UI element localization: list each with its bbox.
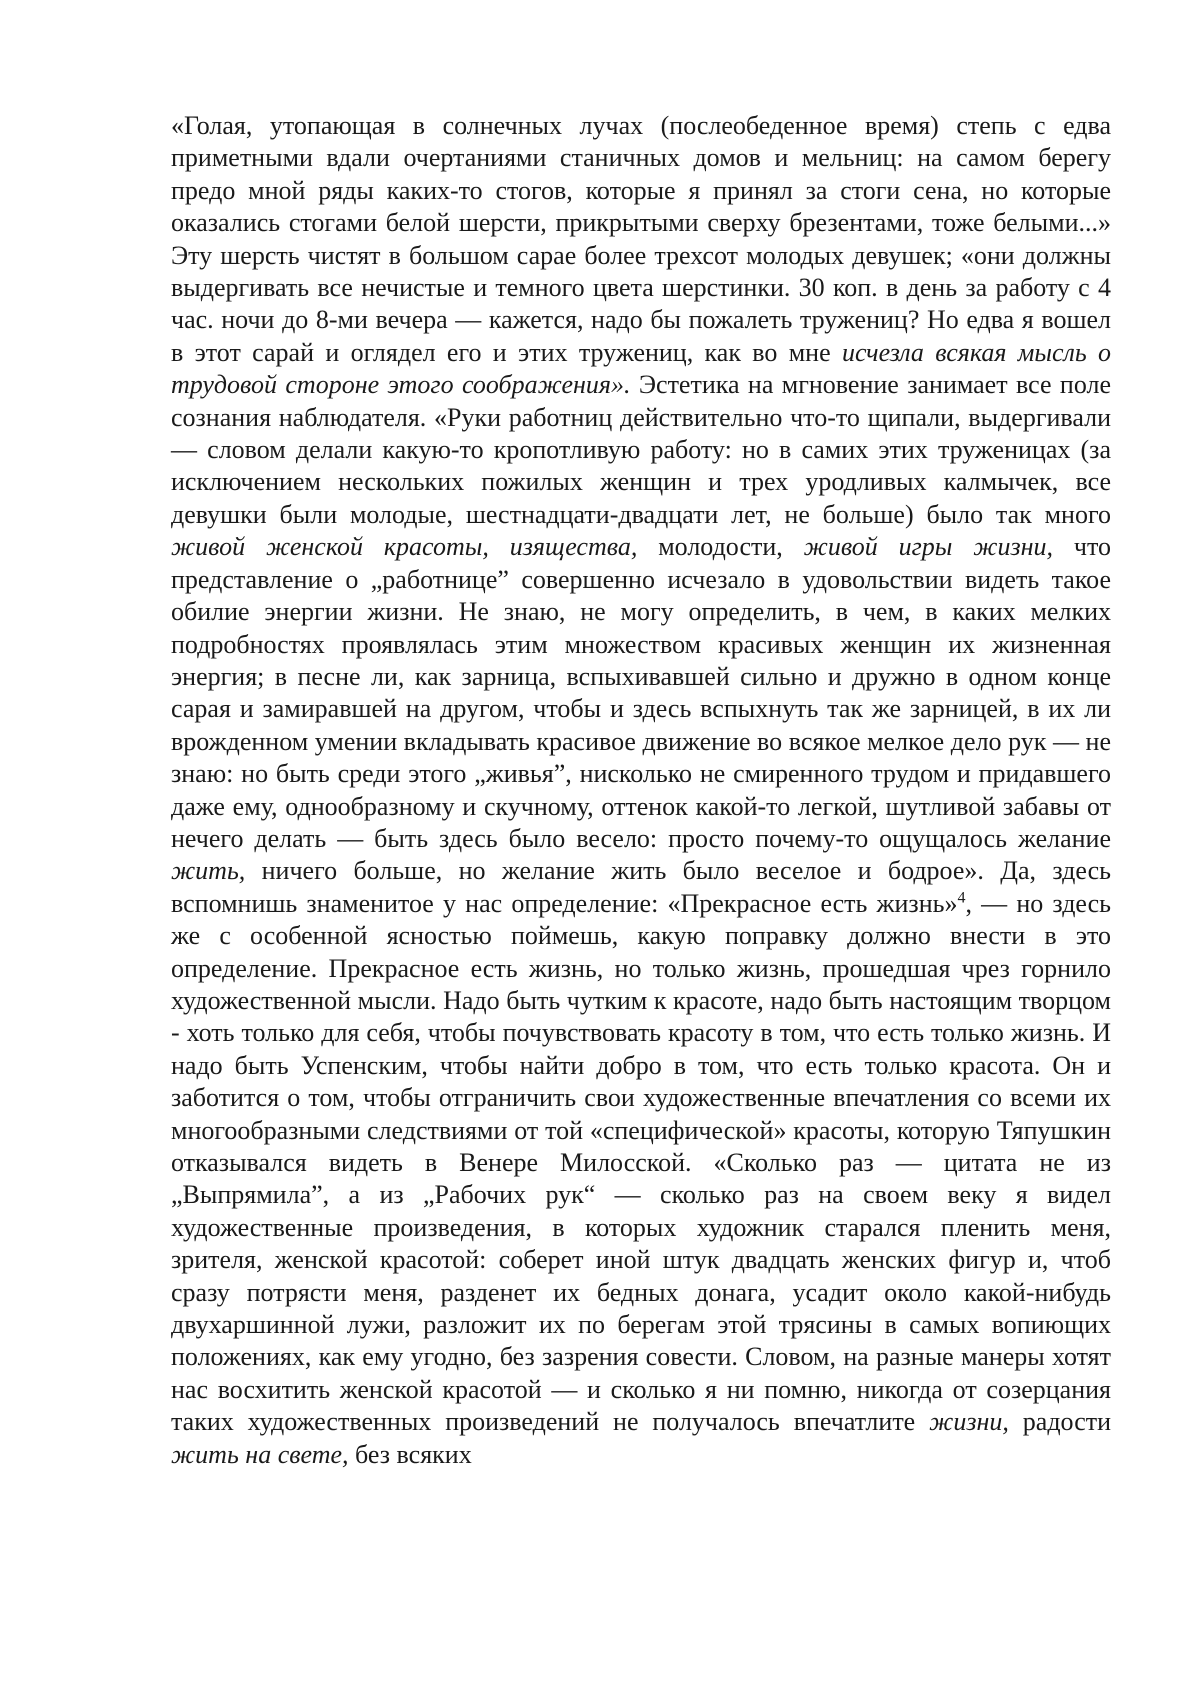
footnote-marker: 4 [957,889,966,907]
text-run: «Голая, утопающая в солнечных лучах (послеобеденное время) степь с едва приметными вдали очертаниями станичных домов и мельниц: на самом берегу предо мной ряды каких-то стогов, которые я принял за стоги сена, но которые оказались стогами белой шерсти, прикрытыми сверху брезентами, тоже белыми...» Эту шерсть чистят в большом сарае более трехсот молодых девушек; «они должны выдергивать все нечистые и темного цвета шерстинки. 30 коп. в день за работу с 4 час. ночи до 8-ми вечера — кажется, надо бы пожалеть тружениц? Но едва я вошел в этот сарай и оглядел его и этих тружениц, как во мне [171,111,1111,367]
italic-run: исчезла всякая мысль о трудовой стороне этого соображения». [171,337,1111,400]
text-run: Эстетика на мгновение занимает все поле сознания наблюдателя. «Руки работниц действительно что-то щипали, выдергивали — словом делали какую-то кропотливую работу: но в самих этих труженицах (за исключением нескольких пожилых женщин и трех уродливых калмычек, все девушки были молодые, шестнадцати-двадцати лет, не больше) было так много [171,370,1111,529]
text-run: , — но здесь же с особенной ясностью поймешь, какую поправку должно внести в это определение. Прекрасное есть жизнь, но только жизнь, прошедшая чрез горнило художественной мысли. Надо быть чутким к красоте, надо быть настоящим творцом - хоть только для себя, чтобы почувствовать красоту в том, что есть только жизнь. И надо быть Успенским, чтобы найти добро в том, что есть только красота. Он и заботится о том, чтобы отграничить свои художественные впечатления со всеми их многообразными следствиями от той «специфической» красоты, которую Тяпушкин отказывался видеть в Венере Милосской. «Сколько раз — цитата не из „Выпрямила”, а из „Рабочих рук“ — сколько раз на своем веку я видел художественные произведения, в которых художник старался пленить меня, зрителя, женской красотой: соберет иной штук двадцать женских фигур и, чтоб сразу потрясти меня, разденет их бедных донага, усадит около какой-нибудь двухаршинной лужи, разложит их по берегам этой трясины в самых вопиющих положениях, как ему угодно, без зазрения совести. Словом, на разные манеры хотят нас восхитить женской красотой — и сколько я ни помню, никогда от созерцания таких художественных произведений не получалось впечатлите [171,888,1112,1437]
text-run: молодости, [637,532,804,562]
text-run: без всяких [348,1439,472,1469]
italic-run: жизни, [929,1407,1009,1437]
italic-run: живой женской красоты, изящества, [171,532,638,562]
document-page [171,110,1111,1471]
body-paragraph [171,110,1111,1471]
italic-run: живой игры жизни, [803,532,1054,562]
italic-run: жить на свете, [171,1439,349,1469]
italic-run: жить, [171,856,246,886]
text-run: что представление о „работнице” совершенно исчезало в удовольствии видеть такое обилие энергии жизни. Не знаю, не могу определить, в чем, в каких мелких подробностях проявлялась этим множеством красивых женщин их жизненная энергия; в песне ли, как зарница, вспыхивавшей сильно и дружно в одном конце сарая и замиравшей на другом, чтобы и здесь вспыхнуть так же зарницей, в их ли врожденном умении вкладывать красивое движение во всякое мелкое дело рук — не знаю: но быть среди этого „живья”, нисколько не смиренного трудом и придавшего даже ему, однообразному и скучному, оттенок какой-то легкой, шутливой забавы от нечего делать — быть здесь было весело: просто почему-то ощущалось желание [171,532,1111,853]
text-run: радости [1008,1407,1112,1437]
text-run: ничего больше, но желание жить было веселое и бодрое». Да, здесь вспомнишь знаменитое у нас определение: «Прекрасное есть жизнь» [171,856,1111,918]
